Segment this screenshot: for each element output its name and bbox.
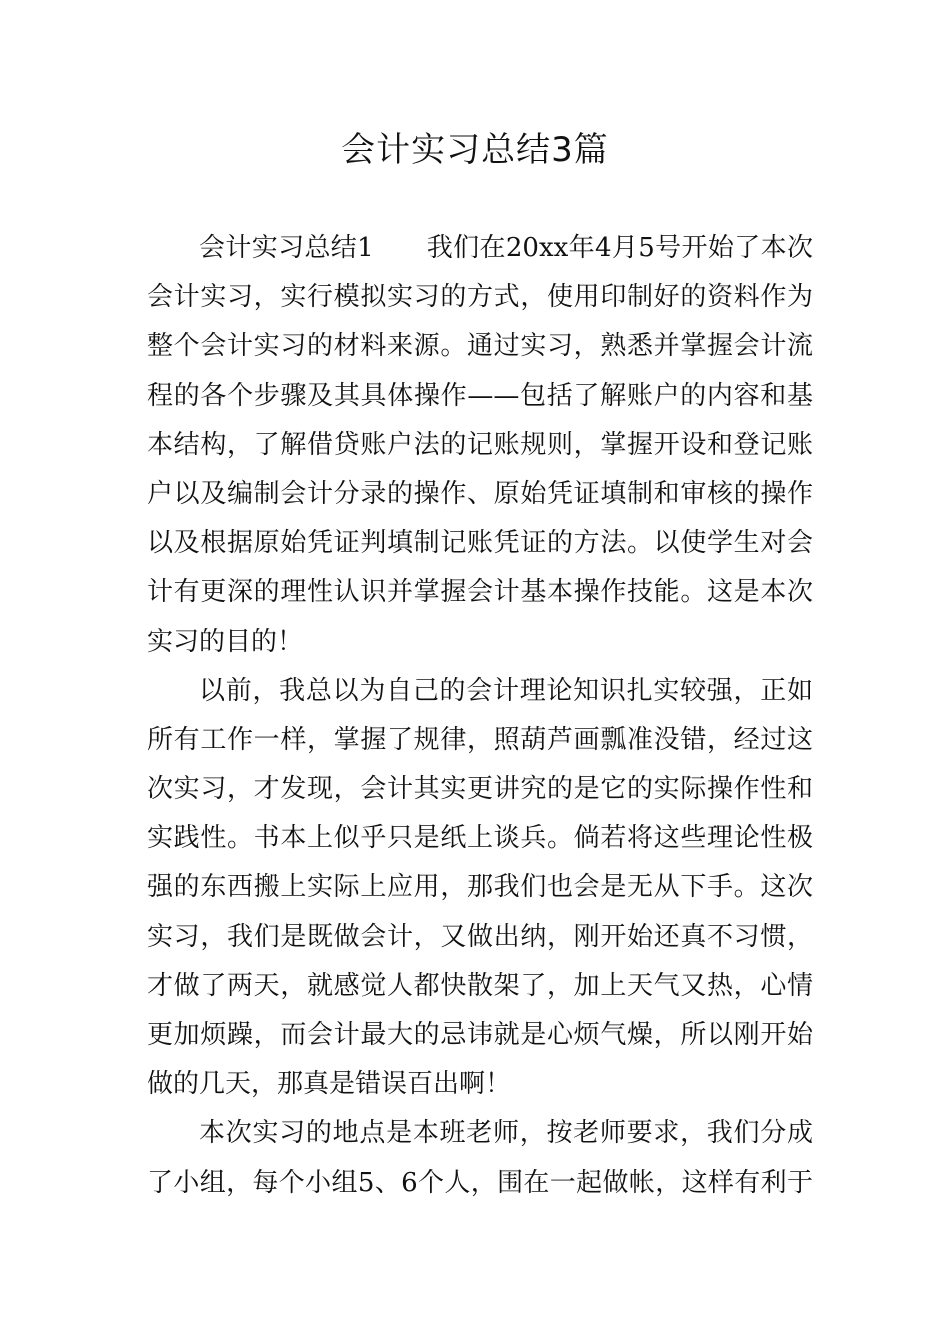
- text-line: 了小组，每个小组5、6个人，围在一起做帐，这样有利于: [147, 1167, 813, 1198]
- text-line: 整个会计实习的材料来源。通过实习，熟悉并掌握会计流: [147, 331, 813, 362]
- text-line: 会计实习总结1 我们在20xx年4月5号开始了本次: [199, 233, 813, 263]
- text-line: 程的各个步骤及其具体操作——包括了解账户的内容和基: [147, 380, 813, 411]
- text-line: 才做了两天，就感觉人都快散架了，加上天气又热，心情: [147, 970, 813, 1001]
- text-line: 实习的目的！: [147, 626, 304, 657]
- text-line: 会计实习，实行模拟实习的方式，使用印制好的资料作为: [147, 282, 813, 313]
- text-line: 实践性。书本上似乎只是纸上谈兵。倘若将这些理论性极: [147, 823, 813, 854]
- text-line: 更加烦躁，而会计最大的忌讳就是心烦气燥，所以刚开始: [147, 1020, 813, 1050]
- text-line: 以前，我总以为自己的会计理论知识扎实较强，正如: [199, 675, 813, 706]
- text-line: 以及根据原始凭证判填制记账凭证的方法。以使学生对会: [147, 528, 813, 559]
- text-line: 户以及编制会计分录的操作、原始凭证填制和审核的操作: [147, 478, 813, 509]
- text-line: 本次实习的地点是本班老师，按老师要求，我们分成: [199, 1118, 813, 1149]
- text-line: 实习，我们是既做会计，又做出纳，刚开始还真不习惯，: [147, 921, 813, 952]
- text-line: 所有工作一样，掌握了规律，照葫芦画瓢准没错，经过这: [147, 724, 813, 755]
- text-line: 次实习，才发现，会计其实更讲究的是它的实际操作性和: [147, 774, 813, 805]
- document-title: 会计实习总结3篇: [341, 130, 609, 170]
- text-line: 做的几天，那真是错误百出啊！: [147, 1069, 512, 1100]
- text-line: 计有更深的理性认识并掌握会计基本操作技能。这是本次: [147, 577, 813, 608]
- text-line: 强的东西搬上实际上应用，那我们也会是无从下手。这次: [147, 872, 813, 903]
- text-line: 本结构，了解借贷账户法的记账规则，掌握开设和登记账: [147, 429, 813, 460]
- document-body: [147, 224, 813, 1208]
